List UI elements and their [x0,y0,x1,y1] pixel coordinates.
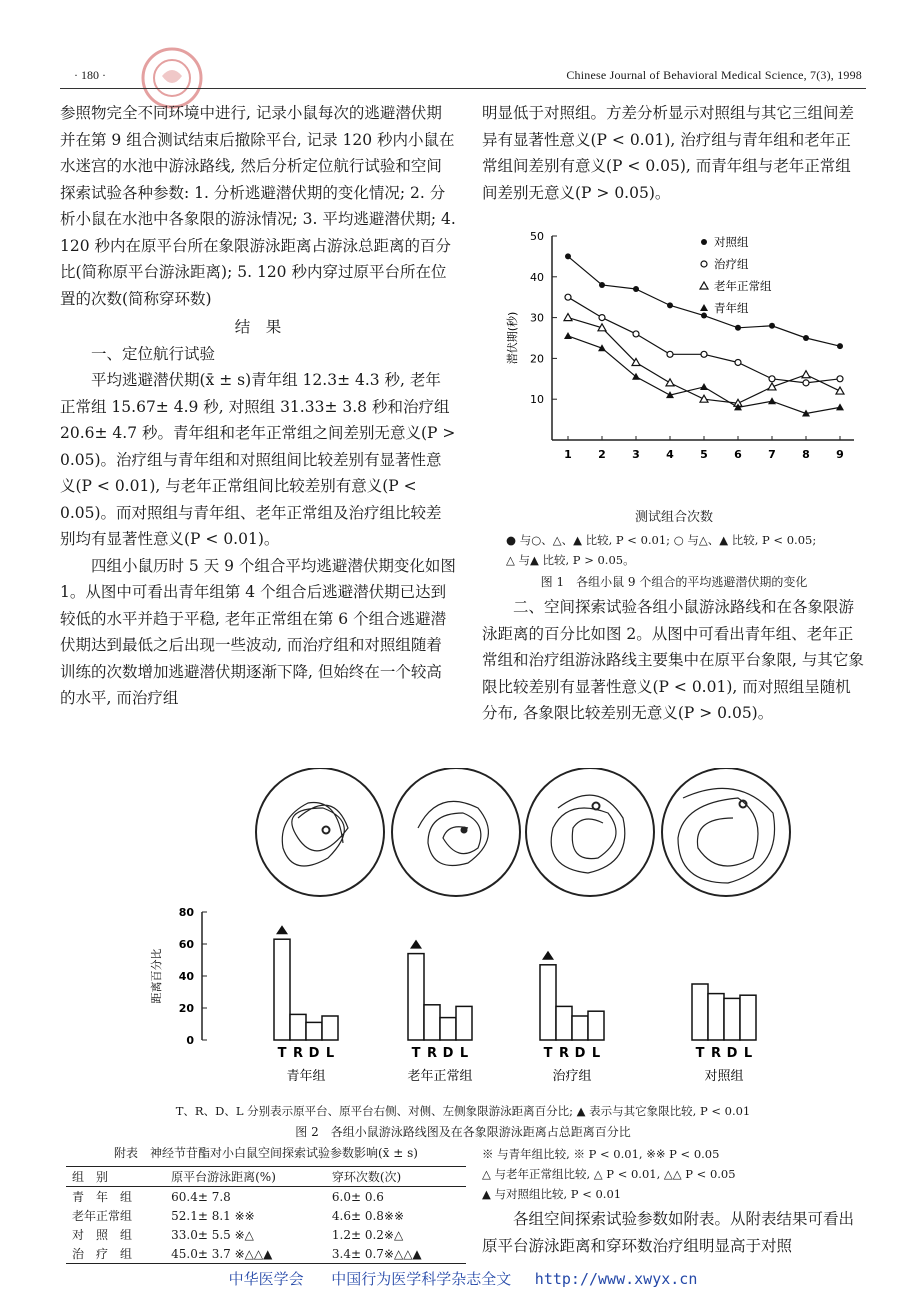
fig2-significance-marker [542,951,554,960]
figure-2-bars [140,900,780,1100]
table-note-3: ▲ 与对照组比较, P < 0.01 [482,1187,622,1201]
page-number: · 180 · [74,68,106,82]
footer-journal: 中国行为医学科学杂志全文 [331,1270,512,1288]
fig2-ytick-label: 0 [186,1034,194,1047]
fig2-category-label: L [591,1046,601,1061]
parameter-table [66,1166,466,1264]
fig1-point [735,359,741,365]
fig2-ytick-label: 40 [178,970,194,983]
fig2-category-label: R [710,1046,722,1061]
fig1-ytick-label: 40 [530,270,544,284]
row-group: 老年正常组 [72,1209,133,1223]
fig2-bar [424,1005,440,1040]
fig2-note: T、R、D、L 分别表示原平台、原平台右侧、对侧、左侧象限游泳距离百分比; ▲ 表示与其它象限比较, P < 0.01 [175,1104,751,1118]
fig1-point [769,376,775,382]
fig1-point [700,304,708,311]
fig2-category-label: D [442,1046,454,1061]
header-group: 组 别 [72,1170,109,1184]
results-heading: 结 果 [234,318,282,336]
results-table [66,1166,466,1264]
journal-header: Chinese Journal of Behavioral Medical Science, 7(3), 1998 [566,68,862,82]
fig1-point [599,315,605,321]
fig2-category-label: T [695,1046,705,1061]
fig1-point [836,403,844,410]
latency-line-chart [482,222,872,532]
row-distance: 45.0± 3.7 ※△△▲ [171,1246,273,1261]
fig2-category-label: L [743,1046,753,1061]
fig2-group-label: 治疗组 [552,1069,592,1084]
row-group: 治 疗 组 [72,1247,133,1261]
fig1-xtick-label: 8 [802,448,810,461]
fig1-legend-label: 青年组 [714,301,749,315]
footer-url-link[interactable]: http://www.xwyx.cn [534,1270,698,1288]
fig1-xlabel: 测试组合次数 [634,510,713,525]
fig1-series-line [568,256,840,346]
fig1-point [836,387,844,394]
header-crossings: 穿环次数(次) [331,1170,402,1184]
quadrant-bar-chart [140,900,780,1100]
row-crossings: 1.2± 0.2※△ [331,1227,404,1242]
swim-path-young [256,768,384,896]
row-group: 对 照 组 [72,1228,133,1242]
fig2-bar [588,1011,604,1040]
fig1-ytick-label: 50 [530,230,544,243]
right-column-mid [482,594,866,727]
swim-path-control [662,768,790,896]
fig2-bar [408,954,424,1040]
fig2-bar [740,995,756,1040]
fig2-caption: 图 2 各组小鼠游泳路线图及在各象限游泳距离占总距离百分比 [295,1125,631,1139]
fig2-bar [540,965,556,1040]
fig2-ytick-label: 60 [178,938,194,951]
fig1-ytick-label: 20 [530,352,544,366]
fig2-category-label: T [411,1046,421,1061]
fig2-group-label: 对照组 [704,1069,744,1084]
fig2-category-label: R [426,1046,438,1061]
fig2-bar [572,1016,588,1040]
fig1-point [837,343,843,349]
fig1-xtick-label: 2 [598,448,606,461]
fig2-significance-marker [410,940,422,949]
trend-paragraph: 四组小鼠历时 5 天 9 个组合平均逃避潜伏期变化如图 1。从图中可看出青年组第 4 个组合后逃避潜伏期已达到较低的水平并趋于平稳, 老年正常组在第 6 个组合逃避潜伏期达到最低之后出现一些波动, 而治疗组和对照组随着训练的次数增加逃避潜伏期逐渐下降, 但始终在一个较高的水平, 而治疗组 [60,556,456,707]
row-crossings: 3.4± 0.7※△△▲ [331,1246,422,1261]
swim-path-treated [526,768,654,896]
fig1-point [700,282,708,289]
fig1-ylabel: 潜伏期(秒) [506,311,519,365]
fig1-ytick-label: 30 [530,311,544,325]
fig1-point [565,294,571,300]
fig2-significance-marker [276,925,288,934]
table-row [66,1225,466,1244]
method-paragraph: 参照物完全不同环境中进行, 记录小鼠每次的逃避潜伏期并在第 9 组合测试结束后撤除平台, 记录 120 秒内小鼠在水迷宫的水池中游泳路线, 然后分析定位航行试验和空间探索试验各种参数: 1. 分析逃避潜伏期的变化情况; 2. 分析小鼠在水池中各象限的游泳情况; 3. 平均逃避潜伏期; 4. 120 秒内在原平台所在象限游泳距离占游泳总距离的百分比(简称原平台游泳距离); 5. 120 秒内穿过原平台所在位置的次数(简称穿环数) [60,104,456,308]
fig2-category-label: R [292,1046,304,1061]
fig1-xtick-label: 9 [836,448,844,461]
fig1-point [735,325,741,331]
fig1-point [701,261,707,267]
fig2-bar [274,939,290,1040]
fig1-xtick-label: 7 [768,448,776,461]
fig1-xtick-label: 1 [564,448,572,461]
fig1-notes [506,530,886,570]
fig1-legend-label: 老年正常组 [714,279,772,293]
fig1-xtick-label: 4 [666,448,674,461]
fig1-caption: 图 1 各组小鼠 9 个组合的平均逃避潜伏期的变化 [540,575,808,589]
swim-path-aged [392,768,520,896]
fig2-bar [290,1014,306,1040]
right-column-bottom [482,1206,866,1259]
footer-org: 中华医学会 [228,1270,304,1288]
fig1-point [667,351,673,357]
fig2-group-label: 青年组 [286,1069,326,1084]
fig2-category-label: D [308,1046,320,1061]
fig1-point [633,331,639,337]
row-distance: 33.0± 5.5 ※△ [171,1227,254,1242]
fig2-bar [322,1016,338,1040]
fig1-point [701,239,707,245]
swim-paths [238,768,798,904]
footer [60,1268,866,1289]
fig2-bar [724,998,740,1040]
fig1-point [802,371,810,378]
right-column-top [482,100,866,206]
fig1-point [667,302,673,308]
fig1-point [701,313,707,319]
fig1-series-line [568,318,840,404]
fig1-point [564,314,572,321]
fig1-ytick-label: 10 [530,393,544,407]
fig1-xtick-label: 6 [734,448,742,461]
table-title: 附表 神经节苷酯对小白鼠空间探索试验参数影响(x̄ ± s) [114,1146,418,1160]
fig2-category-label: R [558,1046,570,1061]
fig1-point [700,383,708,390]
fig2-bar [456,1006,472,1040]
fig1-point [666,379,674,386]
fig1-point [769,323,775,329]
table-row [66,1206,466,1225]
spatial-paragraph: 二、空间探索试验各组小鼠游泳路线和在各象限游泳距离的百分比如图 2。从图中可看出青年组、老年正常组和治疗组游泳路线主要集中在原平台象限, 与其它象限比较差别有显著性意义(P < 0.01), 而对照组呈随机分布, 各象限比较差别无意义(P > 0.05)。 [482,598,864,722]
fig1-note-2: △ 与▲ 比较, P > 0.05。 [506,553,635,567]
table-summary-paragraph: 各组空间探索试验参数如附表。从附表结果可看出原平台游泳距离和穿环数治疗组明显高于对照 [482,1210,855,1255]
table-row [66,1187,466,1207]
anova-paragraph: 明显低于对照组。方差分析显示对照组与其它三组间差异有显著性意义(P < 0.01), 治疗组与青年组和老年正常组间差别有意义(P < 0.05), 而青年组与老年正常组间差别无意义(P > 0.05)。 [482,104,855,202]
fig2-category-label: T [277,1046,287,1061]
header-distance: 原平台游泳距离(%) [171,1170,276,1184]
row-group: 青 年 组 [72,1190,133,1204]
fig1-point [768,397,776,404]
row-distance: 60.4± 7.8 [171,1189,231,1204]
fig2-bar [440,1018,456,1040]
left-column [60,100,456,712]
subheading-navigation: 一、定位航行试验 [91,344,216,363]
fig1-point [701,351,707,357]
fig1-point [599,282,605,288]
fig2-bar [708,994,724,1040]
fig1-point [803,380,809,386]
fig1-xtick-label: 3 [632,448,640,461]
row-crossings: 4.6± 0.8※※ [331,1208,405,1223]
latency-paragraph: 平均逃避潜伏期(x̄ ± s)青年组 12.3± 4.3 秒, 老年正常组 15.67± 4.9 秒, 对照组 31.33± 3.8 秒和治疗组 20.6± 4.7 秒。青年组和老年正常组之间差别无意义(P > 0.05)。治疗组与青年组和对照组间比较差别有显著性意义(P < 0.01), 与老年正常组间比较差别有意义(P < 0.05)。而对照组与青年组、老年正常组及治疗组比较差别均有显著性意义(P < 0.01)。 [60,371,456,548]
row-distance: 52.1± 8.1 ※※ [171,1208,255,1223]
fig1-legend-label: 治疗组 [714,257,749,271]
fig2-ytick-label: 80 [178,906,194,919]
header-rule [60,88,866,89]
figure-1 [482,222,872,532]
table-header-row [66,1167,466,1187]
fig2-ylabel: 距离百分比 [150,948,163,1004]
fig1-point [700,395,708,402]
fig2-ytick-label: 20 [178,1002,194,1015]
table-row [66,1244,466,1264]
table-note-2: △ 与老年正常组比较, △ P < 0.01, △△ P < 0.05 [482,1167,736,1181]
fig1-point [565,253,571,259]
fig2-category-label: L [459,1046,469,1061]
table-note-1: ※ 与青年组比较, ※ P < 0.01, ※※ P < 0.05 [482,1147,720,1161]
fig2-category-label: D [574,1046,586,1061]
fig1-point [837,376,843,382]
fig1-point [633,286,639,292]
fig2-category-label: L [325,1046,335,1061]
fig1-xtick-label: 5 [700,448,708,461]
fig2-group-label: 老年正常组 [407,1069,473,1084]
fig1-legend-label: 对照组 [714,235,749,249]
table-notes [482,1144,872,1204]
fig2-bar [306,1022,322,1040]
fig2-category-label: D [726,1046,738,1061]
swim-path-diagram [238,768,798,904]
fig2-category-label: T [543,1046,553,1061]
row-crossings: 6.0± 0.6 [331,1189,384,1204]
fig2-bar [692,984,708,1040]
fig1-point [803,335,809,341]
fig2-bar [556,1006,572,1040]
fig1-point [564,332,572,339]
fig1-note-1: ● 与○、△、▲ 比较, P < 0.01; ○ 与△、▲ 比较, P < 0.05; [506,533,817,547]
